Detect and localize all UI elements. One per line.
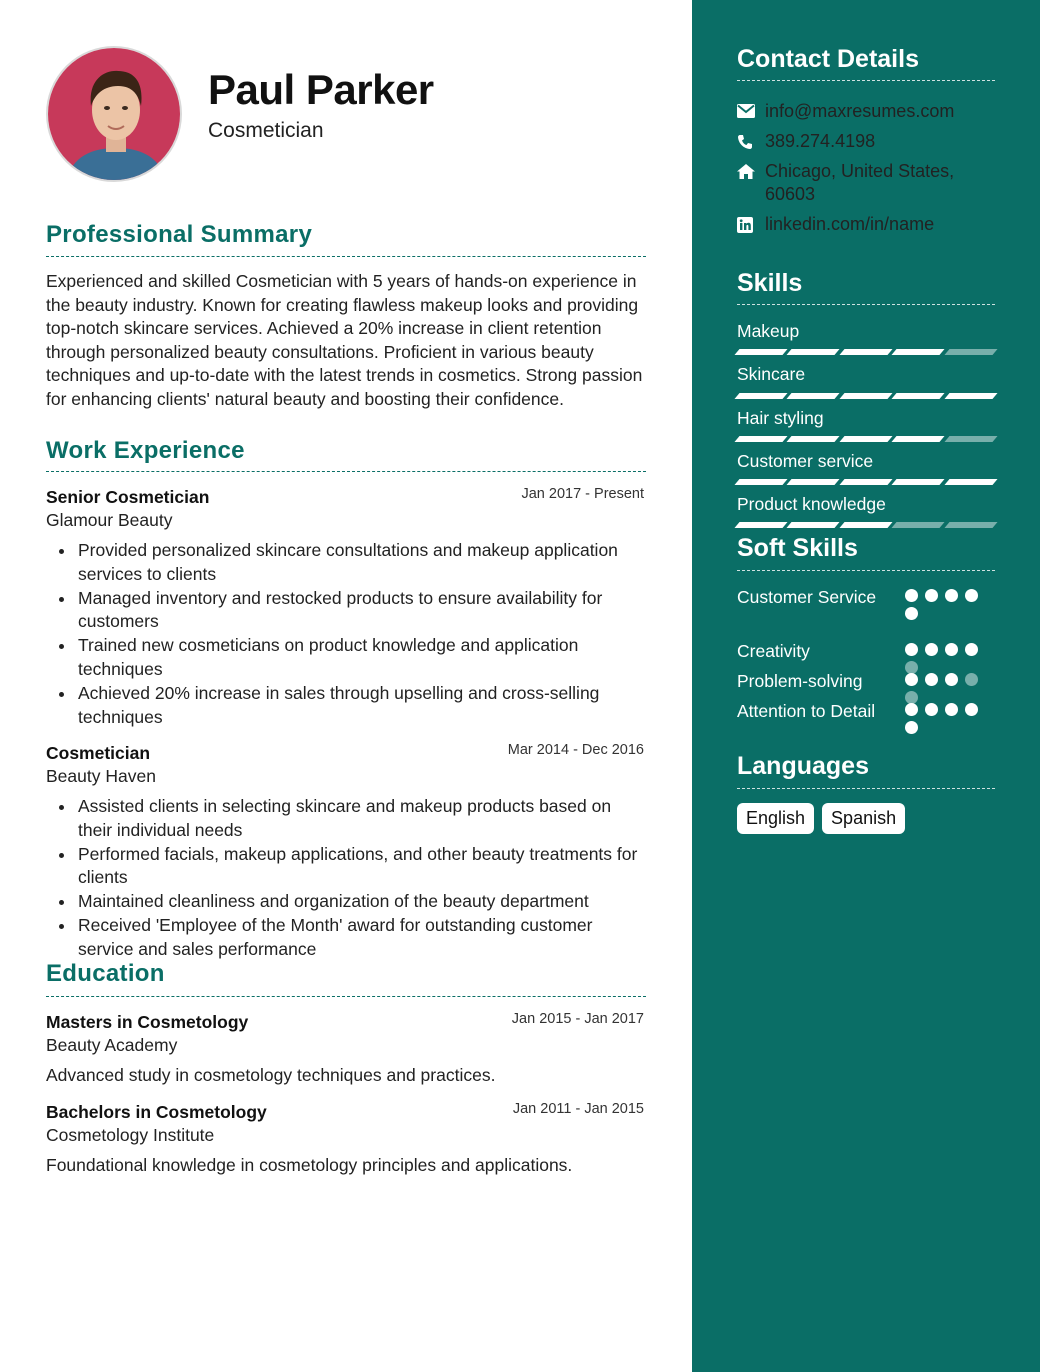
skill-bar	[737, 522, 995, 528]
skill-bar-segment	[892, 479, 945, 485]
skill-bar-segment	[787, 349, 840, 355]
contact-divider	[737, 80, 995, 81]
job-title: Cosmetician	[46, 743, 151, 763]
skill-bar	[737, 479, 995, 485]
work-heading: Work Experience	[46, 437, 245, 464]
soft-skill-rating	[905, 589, 985, 620]
rating-dot	[905, 643, 918, 656]
language-tag: Spanish	[822, 803, 905, 834]
linkedin-icon	[737, 213, 765, 236]
skill-bar-segment	[734, 349, 787, 355]
rating-dot	[945, 589, 958, 602]
job-company: Glamour Beauty	[46, 510, 173, 530]
skill-label: Product knowledge	[737, 494, 886, 514]
degree-title: Masters in Cosmetology	[46, 1012, 249, 1032]
rating-dot	[965, 673, 978, 686]
job-bullets	[46, 795, 646, 962]
list-item: Managed inventory and restocked products to ensure availability for customers	[46, 587, 646, 635]
list-item: Provided personalized skincare consultations and makeup application services to clients	[46, 539, 646, 587]
degree-date: Jan 2015 - Jan 2017	[511, 1011, 644, 1027]
skill-label: Makeup	[737, 321, 800, 341]
summary-text: Experienced and skilled Cosmetician with 5 years of hands-on experience in the beauty industry. Known for creating flawless makeup looks and providing top-notch skincare services. Achieved a 20% increase in client retention through personalized beauty consultations. Proficient in various beauty techniques and up-to-date with the latest trends in cosmetics. Strong passion for enhancing clients' natural beauty and boosting their confidence.	[46, 271, 643, 409]
education-divider	[46, 996, 646, 997]
skill-bar	[737, 349, 995, 355]
skill-bar-segment	[787, 479, 840, 485]
rating-dot	[965, 703, 978, 716]
list-item: Trained new cosmeticians on product knowledge and application techniques	[46, 634, 646, 682]
home-icon	[737, 160, 765, 206]
skill-bar-segment	[787, 393, 840, 399]
skill-bar-segment	[734, 479, 787, 485]
soft-skill-rating	[905, 673, 985, 704]
skill-bar-segment	[839, 393, 892, 399]
candidate-name: Paul Parker	[208, 66, 434, 113]
list-item: Maintained cleanliness and organization of the beauty department	[46, 890, 646, 914]
skills-divider	[737, 304, 995, 305]
skill-bar-segment	[787, 522, 840, 528]
degree-title: Bachelors in Cosmetology	[46, 1102, 267, 1122]
skill-bar-segment	[944, 349, 997, 355]
avatar	[46, 46, 182, 182]
list-item: Performed facials, makeup applications, and other beauty treatments for clients	[46, 843, 646, 891]
soft-skill-rating	[905, 703, 985, 734]
skill-bar-segment	[839, 479, 892, 485]
rating-dot	[925, 589, 938, 602]
skill-bar-segment	[892, 522, 945, 528]
skill-label: Customer service	[737, 451, 874, 471]
rating-dot	[905, 703, 918, 716]
contact-linkedin[interactable]	[737, 213, 995, 236]
soft-skills-heading: Soft Skills	[737, 534, 858, 562]
job-bullets	[46, 539, 646, 729]
job-date: Jan 2017 - Present	[521, 486, 644, 502]
contact-email[interactable]	[737, 100, 995, 123]
skill-bar-segment	[734, 522, 787, 528]
skill-bar-segment	[944, 479, 997, 485]
languages-divider	[737, 788, 995, 789]
language-tag: English	[737, 803, 814, 834]
linkedin-text: linkedin.com/in/name	[765, 214, 935, 234]
soft-skill-rating	[905, 643, 985, 674]
contact-address	[737, 160, 995, 206]
rating-dot	[945, 703, 958, 716]
skill-bar-segment	[787, 436, 840, 442]
list-item: Achieved 20% increase in sales through upselling and cross-selling techniques	[46, 682, 646, 730]
email-text: info@maxresumes.com	[765, 101, 955, 121]
skill-bar-segment	[839, 436, 892, 442]
soft-skill-label: Attention to Detail	[737, 701, 876, 721]
rating-dot	[925, 703, 938, 716]
address-text: Chicago, United States, 60603	[765, 161, 955, 204]
list-item: Received 'Employee of the Month' award for outstanding customer service and sales performance	[46, 914, 646, 962]
skill-bar-segment	[839, 522, 892, 528]
degree-description: Foundational knowledge in cosmetology principles and applications.	[46, 1155, 573, 1175]
skill-bar-segment	[892, 436, 945, 442]
degree-date: Jan 2011 - Jan 2015	[512, 1101, 644, 1117]
school-name: Beauty Academy	[46, 1035, 178, 1055]
skill-bar-segment	[734, 393, 787, 399]
phone-icon	[737, 130, 765, 153]
skill-bar-segment	[734, 436, 787, 442]
language-list	[737, 803, 905, 834]
skill-bar-segment	[839, 349, 892, 355]
soft-skill-label: Problem-solving	[737, 671, 863, 691]
rating-dot	[965, 643, 978, 656]
skill-bar	[737, 393, 995, 399]
candidate-role: Cosmetician	[208, 119, 324, 142]
envelope-icon	[737, 100, 765, 123]
job-date: Mar 2014 - Dec 2016	[507, 742, 644, 758]
skill-bar-segment	[944, 393, 997, 399]
phone-text: 389.274.4198	[765, 131, 876, 151]
skill-label: Skincare	[737, 364, 806, 384]
skill-bar-segment	[944, 436, 997, 442]
skill-bar	[737, 436, 995, 442]
rating-dot	[945, 643, 958, 656]
skills-heading: Skills	[737, 269, 803, 297]
rating-dot	[965, 589, 978, 602]
profile-photo	[48, 48, 182, 182]
rating-dot	[905, 721, 918, 734]
list-item: Assisted clients in selecting skincare and makeup products based on their individual needs	[46, 795, 646, 843]
summary-heading: Professional Summary	[46, 221, 313, 248]
rating-dot	[925, 643, 938, 656]
rating-dot	[905, 673, 918, 686]
soft-skill-label: Creativity	[737, 641, 810, 661]
work-divider	[46, 471, 646, 472]
skill-bar-segment	[892, 349, 945, 355]
rating-dot	[945, 673, 958, 686]
soft-skills-divider	[737, 570, 995, 571]
job-title: Senior Cosmetician	[46, 487, 210, 507]
education-heading: Education	[46, 960, 165, 987]
job-company: Beauty Haven	[46, 766, 156, 786]
contact-heading: Contact Details	[737, 45, 919, 73]
summary-divider	[46, 256, 646, 257]
rating-dot	[905, 607, 918, 620]
contact-phone[interactable]	[737, 130, 995, 153]
degree-description: Advanced study in cosmetology techniques and practices.	[46, 1065, 496, 1085]
rating-dot	[925, 673, 938, 686]
soft-skill-label: Customer Service	[737, 587, 877, 607]
skill-bar-segment	[944, 522, 997, 528]
skill-bar-segment	[892, 393, 945, 399]
languages-heading: Languages	[737, 752, 869, 780]
rating-dot	[905, 589, 918, 602]
skill-label: Hair styling	[737, 408, 824, 428]
school-name: Cosmetology Institute	[46, 1125, 215, 1145]
